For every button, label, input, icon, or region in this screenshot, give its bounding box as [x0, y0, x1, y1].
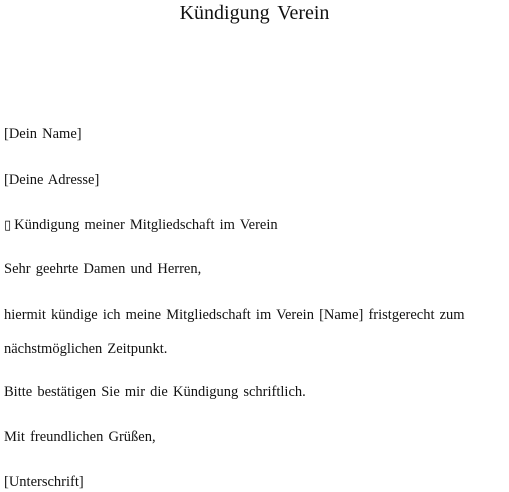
sender-address: [Deine Adresse] — [4, 172, 100, 188]
subject-line — [4, 216, 278, 234]
salutation: Sehr geehrte Damen und Herren, — [4, 261, 202, 277]
closing-phrase: Mit freundlichen Grüßen, — [4, 429, 156, 445]
subject-text: Kündigung meiner Mitgliedschaft im Verein — [14, 217, 278, 233]
document-title: Kündigung Verein — [179, 2, 330, 24]
sender-name: [Dein Name] — [4, 126, 82, 142]
signature-placeholder: [Unterschrift] — [4, 474, 84, 490]
body-text-line-1: hiermit kündige ich meine Mitgliedschaft im Verein [Name] fristgerecht zum — [4, 307, 465, 323]
missing-glyph-icon: ▯ — [4, 217, 12, 232]
confirmation-request: Bitte bestätigen Sie mir die Kündigung schriftlich. — [4, 384, 306, 400]
body-text-line-2: nächstmöglichen Zeitpunkt. — [4, 341, 168, 357]
